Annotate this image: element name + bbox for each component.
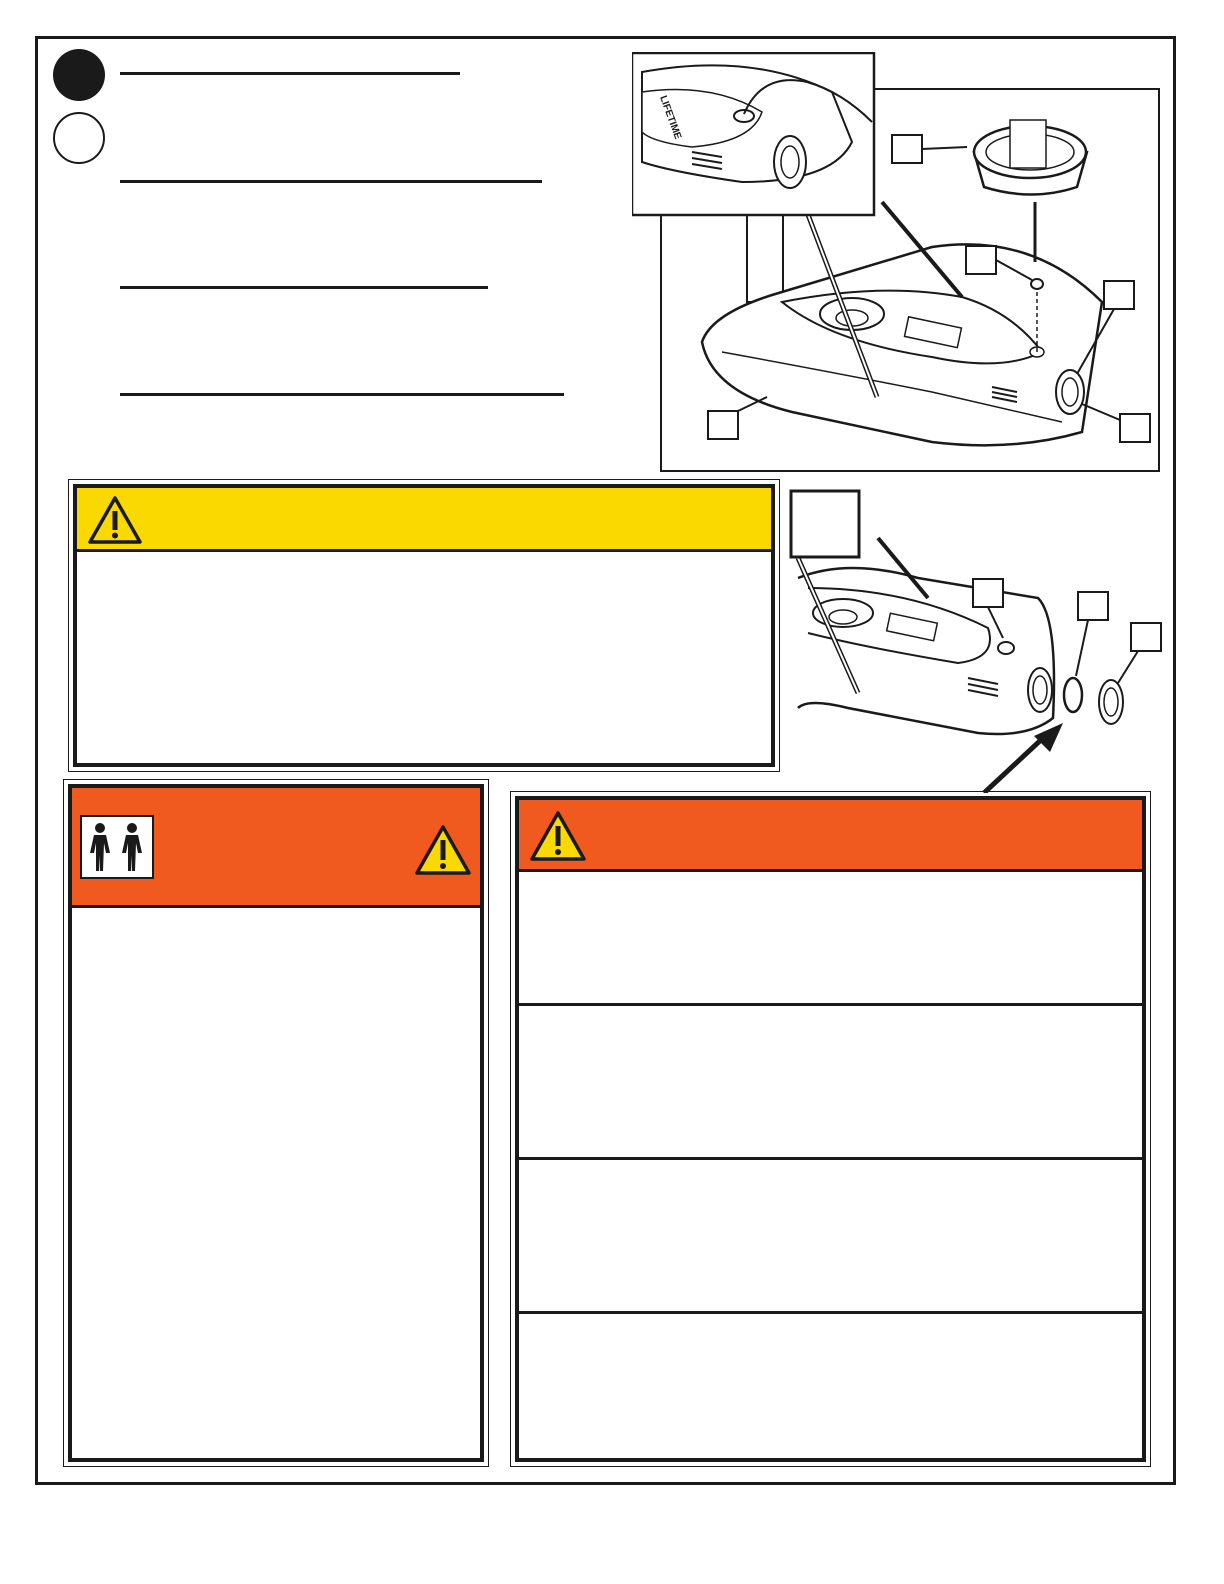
svg-text:LIFETIME: LIFETIME [657,94,684,141]
warning-box-right [510,791,1151,1467]
section-divider-1 [519,1003,1142,1006]
heading-rule [120,72,460,75]
caution-header [77,488,771,552]
warning-box-left [63,779,489,1467]
step-filled-icon [53,49,105,101]
warning-left-header [72,788,480,908]
warning-triangle-icon [87,495,143,545]
instruction-rule-1 [120,180,542,183]
caution-box-inner [73,484,775,767]
warning-box-left-inner [68,784,484,1462]
section-divider-2 [519,1157,1142,1160]
fill-cap-illustration [788,488,1168,793]
warning-triangle-icon [414,824,472,876]
warning-box-right-inner [515,796,1146,1462]
step-open-icon [53,112,105,164]
instruction-rule-3 [120,393,564,396]
base-assembly-illustration [632,52,1162,472]
caution-box [68,479,780,772]
instruction-rule-2 [120,286,488,289]
two-person-icon [80,815,154,879]
warning-right-header [519,800,1142,872]
section-divider-3 [519,1311,1142,1314]
warning-triangle-icon [529,810,587,862]
